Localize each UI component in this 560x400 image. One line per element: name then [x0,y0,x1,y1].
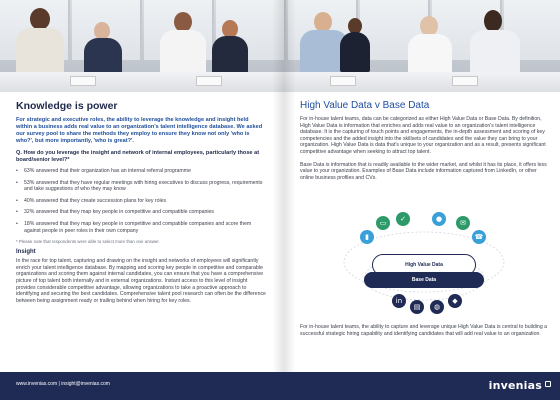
footer-bar [0,372,560,400]
document-icon: ▤ [410,300,424,314]
list-item: • 18% answered that they map key people in competitive and compatible companies and score them against people in peer roles in their own company [16,221,266,234]
linkedin-icon: in [392,294,406,308]
logo-mark-icon [545,381,551,387]
footer-contact: www.invenias.com | insight@invenias.com [16,381,110,387]
speech-icon: ● [432,212,446,226]
list-item: • 32% answered that they map key people in competitive and compatible companies [16,209,266,216]
footnote: * Please note that respondents were able to select more than one answer. [16,239,160,245]
chart-icon: ▮ [360,230,374,244]
base-data-layer: Base Data [364,272,484,288]
right-paragraph-2: Base Data is information that is readily available to the wider market, and whilst it has its place, it offers less value to your organization. Examples of Base Data include information captured from LinkedIn, or other online business profiles and CVs. [300,161,547,181]
left-lead-paragraph: For strategic and executive roles, the ability to leverage the knowledge and insight held within a business adds real value to an organization's talent intelligence database. We asked our survey pool to share the methods they employ to ensure they know not only 'who is who?', but more importantly, 'who is great?'. [16,117,263,144]
high-value-data-layer: High Value Data [372,254,476,276]
insight-heading: Insight [16,249,36,256]
id-card-icon: ▭ [376,216,390,230]
left-page [16,100,266,304]
left-page-title: Knowledge is power [16,100,118,112]
survey-question: Q. How do you leverage the insight and network of internal employees, particularly those at board/senior level?* [16,150,260,163]
right-paragraph-3: For in-house talent teams, the ability to capture and leverage unique High Value Data is central to building a successful strategic hiring capability and identifying candidates that will add real value to an organization. [300,324,548,337]
right-page [300,100,548,187]
right-page-title: High Value Data v Base Data [300,100,430,111]
phone-icon: ☎ [472,230,486,244]
invenias-logo: invenias [488,379,542,392]
survey-results-list [16,168,266,234]
insight-paragraph: In the race for top talent, capturing and drawing on the insight and networks of employees will significantly enrich your talent intelligence database. By mapping and scoring key people in competitive and comparable organizations and scoring them against internal candidates, you can ensure that you have a comprehensive picture of top talent both internally and in external organizations. Instant access to this level of insight provides considerable competitive advantage, allowing organizations to take a proactive approach to identifying and securing the best candidates. Comprehensive talent pool research can often be the difference between being assignment ready or trailing behind when hiring for key roles. [16,258,266,304]
check-icon: ✓ [396,212,410,226]
globe-icon: ◍ [430,300,444,314]
right-closing-block [300,324,548,343]
mail-icon: ✉ [456,216,470,230]
tag-icon: ◆ [448,294,462,308]
list-item: • 53% answered that they have regular meetings with hiring executives to discuss progress, requirements and take suggestions of who they may know [16,180,266,193]
list-item: • 40% answered that they create succession plans for key roles [16,198,266,205]
list-item: • 63% answered that their organization has an internal referral programme [16,168,266,175]
right-paragraph-1: For in-house talent teams, data can be categorized as either High Value Data or Base Data. By definition, High Value Data is information that enriches and adds real value to an organization's talent intelligence database. It is the capturing of touch points and engagements, the in-depth assessment and scoring of key competencies and the added insight into the skillsets of candidates and the value they can bring to your organization. High Value Data is data that's unique to your organization and as a result, presents significant competitive advantage when seeking to attract top talent. [300,116,546,155]
meeting-photo [0,0,560,92]
data-layers-diagram [300,212,548,320]
